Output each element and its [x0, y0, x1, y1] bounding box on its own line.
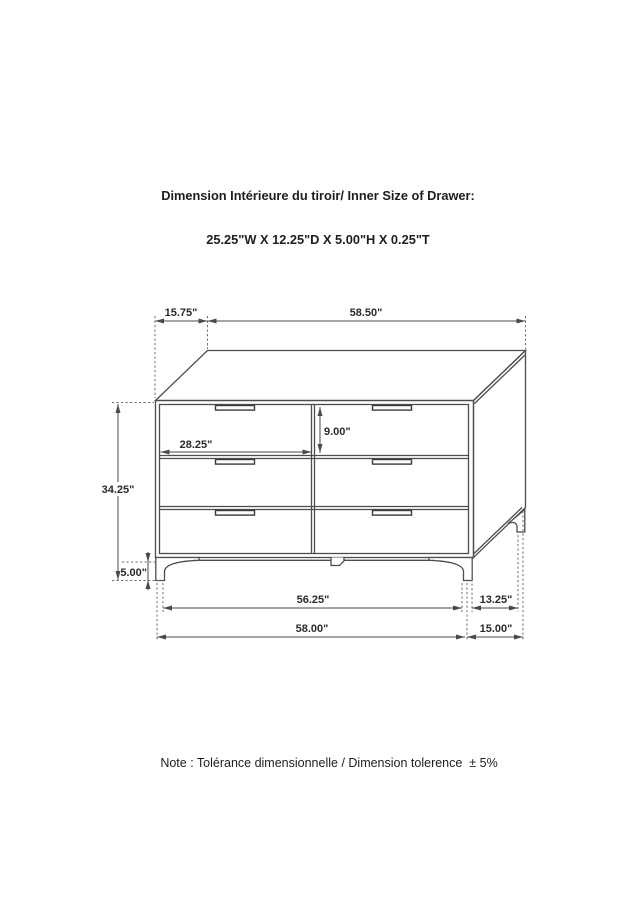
dim-label-base-inner-width: 56.25" — [296, 594, 330, 606]
dresser-body — [156, 351, 526, 581]
center-glide — [331, 558, 344, 566]
drawer-handle — [216, 460, 255, 465]
dimension-lines — [118, 321, 526, 637]
dim-label-base-depth: 15.00" — [479, 623, 513, 635]
dim-label-overall-height: 34.25" — [101, 484, 135, 496]
drawer-handle — [373, 406, 412, 411]
tolerance-note: Note : Tolérance dimensionnelle / Dimension tolerence ± 5% — [160, 756, 498, 770]
drawer-handle — [373, 460, 412, 465]
dresser-top-surface — [156, 351, 526, 401]
drawer-handle — [373, 511, 412, 516]
title-line-2: 25.25"W X 12.25"D X 5.00"H X 0.25"T — [206, 231, 430, 247]
dim-label-leg-height: 5.00" — [120, 567, 147, 579]
dim-label-drawer-width: 28.25" — [179, 439, 213, 451]
dim-label-base-inner-depth: 13.25" — [479, 594, 513, 606]
title-line-1: Dimension Intérieure du tiroir/ Inner Size of Drawer: — [161, 188, 475, 203]
leg-front-right — [429, 558, 472, 581]
leg-front-left — [156, 558, 199, 581]
dim-label-top-width: 58.50" — [349, 307, 383, 319]
side-panel-top-edge — [475, 355, 526, 404]
side-panel-bottom-edge — [474, 508, 522, 554]
extension-lines — [112, 316, 526, 641]
dim-label-drawer-height: 9.00" — [324, 426, 351, 438]
dim-label-top-depth: 15.75" — [164, 307, 198, 319]
drawer-handle — [216, 511, 255, 516]
dimension-labels — [96, 307, 512, 635]
drawer-handle — [216, 406, 255, 411]
dim-label-base-width: 58.00" — [295, 623, 329, 635]
